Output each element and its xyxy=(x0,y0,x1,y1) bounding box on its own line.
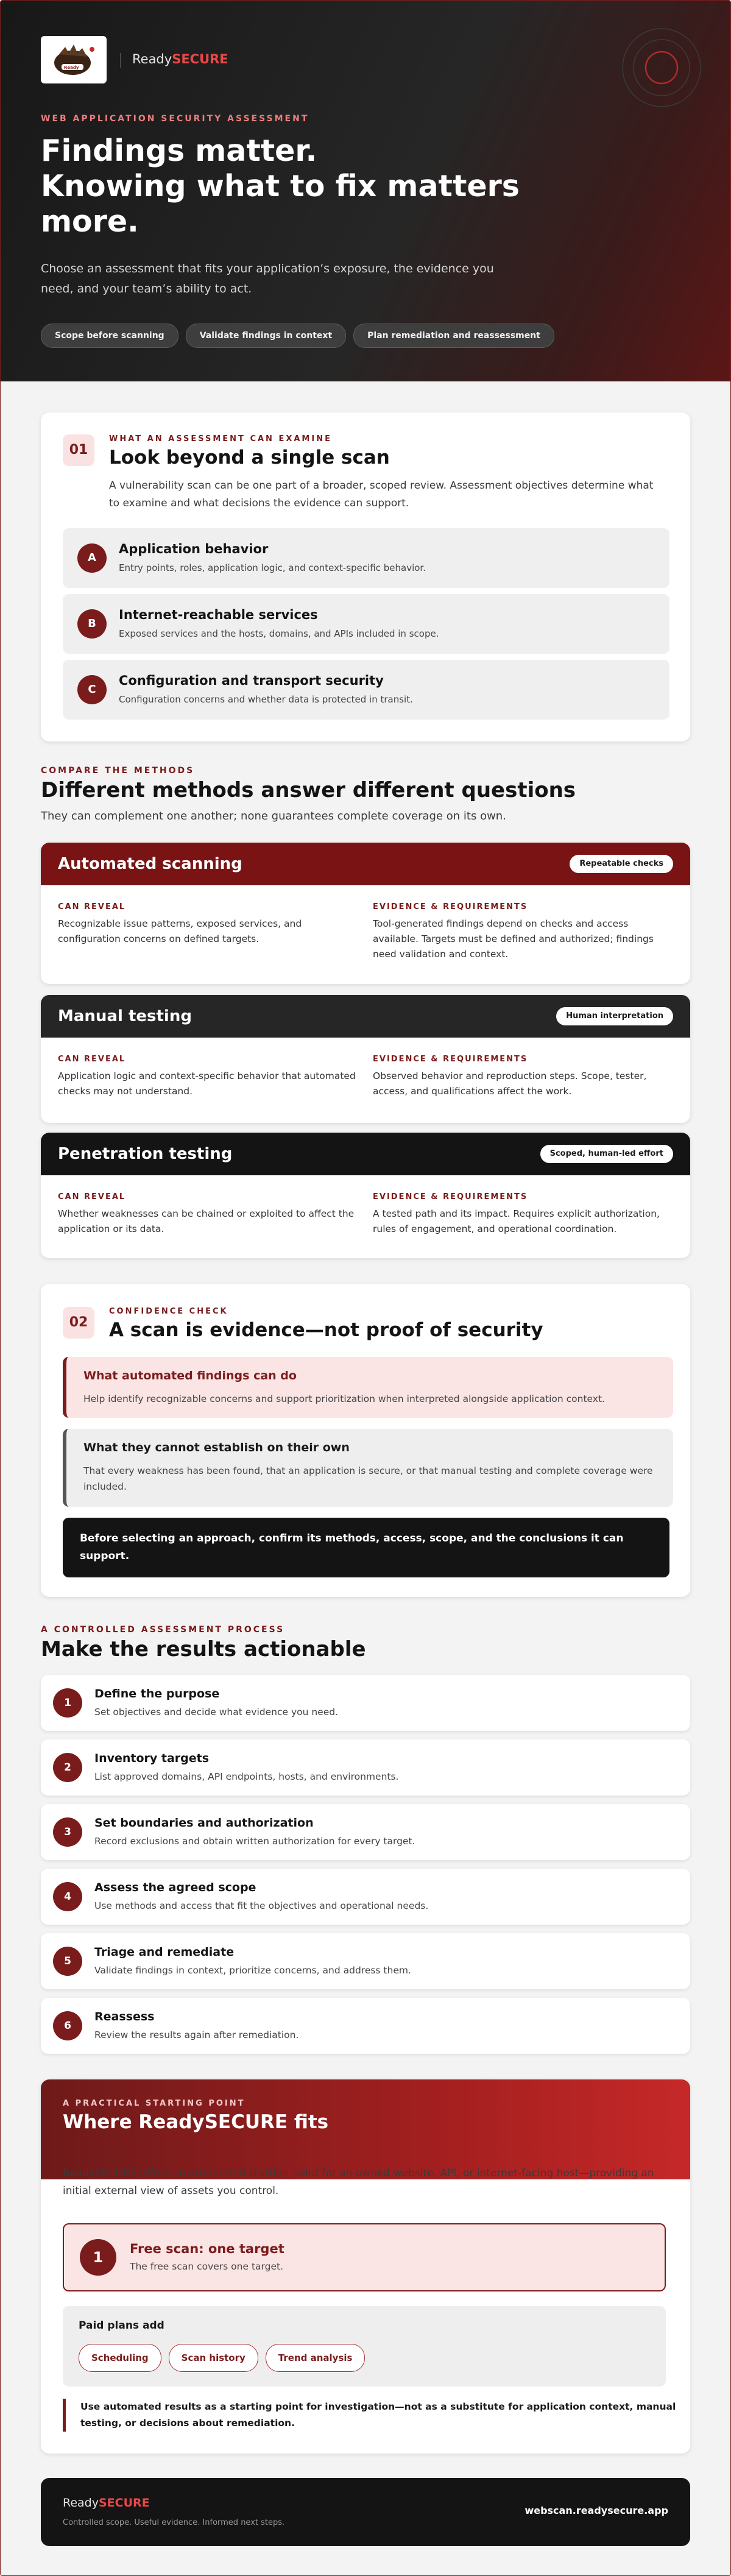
brand-prefix: Ready xyxy=(132,52,172,66)
cannot-text: That every weakness has been found, that an application is secure, or that manual testing and complete coverage were included. xyxy=(83,1465,653,1492)
footer-brand-prefix: Ready xyxy=(63,2496,99,2510)
step-number: 4 xyxy=(53,1882,82,1911)
evidence-text: A tested path and its impact. Requires explicit authorization, rules of engagement, and operational coordination. xyxy=(373,1208,660,1234)
hero-eyebrow: WEB APPLICATION SECURITY ASSESSMENT xyxy=(41,114,309,124)
item-desc: Exposed services and the hosts, domains, and APIs included in scope. xyxy=(119,628,439,639)
can-do-title: What automated findings can do xyxy=(83,1369,297,1382)
section-number: 02 xyxy=(63,1307,94,1339)
brand-accent: SECURE xyxy=(172,52,228,66)
confidence-card xyxy=(41,1284,690,1597)
item-desc: Entry points, roles, application logic, and context-specific behavior. xyxy=(119,562,426,573)
step-title: Assess the agreed scope xyxy=(94,1881,256,1894)
footer-tagline: Controlled scope. Useful evidence. Informed next steps. xyxy=(63,2518,285,2527)
pill: Validate findings in context xyxy=(186,324,346,348)
paid-plans-box xyxy=(63,2306,666,2387)
method-card xyxy=(41,843,690,984)
plan-tag: Scan history xyxy=(169,2344,258,2372)
free-scan-number: 1 xyxy=(80,2239,116,2276)
hero-title xyxy=(41,133,540,239)
examine-title: Look beyond a single scan xyxy=(109,447,390,469)
evidence-label: EVIDENCE & REQUIREMENTS xyxy=(373,1192,528,1201)
step-desc: Set objectives and decide what evidence you need. xyxy=(94,1707,339,1718)
confidence-title: A scan is evidence—not proof of security xyxy=(109,1319,543,1341)
list-item xyxy=(63,528,669,588)
can-label: CAN REVEAL xyxy=(58,902,126,911)
step-number: 3 xyxy=(53,1817,82,1847)
list-item xyxy=(63,594,669,654)
fits-note: Use automated results as a starting point for investigation—not as a substitute for application context, manual testing, or decisions about remediation. xyxy=(63,2399,677,2432)
compare-subtitle: They can complement one another; none guarantees complete coverage on its own. xyxy=(41,810,506,823)
pill: Plan remediation and reassessment xyxy=(353,324,554,348)
step xyxy=(41,1675,690,1731)
list-item xyxy=(63,660,669,720)
method-tag: Scoped, human-led effort xyxy=(540,1145,673,1163)
divider xyxy=(120,53,121,68)
step-number: 2 xyxy=(53,1753,82,1782)
step-title: Set boundaries and authorization xyxy=(94,1816,314,1830)
examine-eyebrow: WHAT AN ASSESSMENT CAN EXAMINE xyxy=(109,434,332,444)
can-reveal xyxy=(58,902,356,947)
method-header xyxy=(41,1133,690,1175)
step-number: 5 xyxy=(53,1947,82,1976)
method-tag: Human interpretation xyxy=(556,1007,673,1025)
method-card xyxy=(41,1133,690,1258)
hero-title-line2: Knowing what to fix matters more. xyxy=(41,169,520,239)
fits-card xyxy=(41,2079,690,2454)
item-desc: Configuration concerns and whether data is protected in transit. xyxy=(119,694,413,705)
examine-body: A vulnerability scan can be one part of a broader, scoped review. Assessment objectives determine what to examine and what decisions the evidence can support. xyxy=(109,479,654,509)
can-reveal xyxy=(58,1055,356,1099)
paid-plans-label: Paid plans add xyxy=(79,2319,164,2332)
item-letter: B xyxy=(77,609,107,639)
method-name: Manual testing xyxy=(58,1007,192,1025)
plan-tag: Trend analysis xyxy=(266,2344,366,2372)
hero xyxy=(1,1,730,381)
step xyxy=(41,1739,690,1796)
method-header xyxy=(41,995,690,1038)
method-card xyxy=(41,995,690,1123)
footer-brand-accent: SECURE xyxy=(99,2496,150,2510)
step-title: Define the purpose xyxy=(94,1687,220,1700)
step xyxy=(41,1998,690,2054)
paid-tags xyxy=(79,2344,372,2372)
free-scan-title: Free scan: one target xyxy=(130,2242,284,2256)
can-text: Whether weaknesses can be chained or exploited to affect the application or its data. xyxy=(58,1208,355,1234)
fits-eyebrow: A PRACTICAL STARTING POINT xyxy=(63,2099,245,2108)
hero-pills xyxy=(41,324,554,348)
compare-eyebrow: COMPARE THE METHODS xyxy=(41,766,195,776)
can-do-text: Help identify recognizable concerns and support prioritization when interpreted alongside application context. xyxy=(83,1393,605,1404)
evidence xyxy=(373,1055,671,1099)
item-title: Internet-reachable services xyxy=(119,607,318,622)
section-number: 01 xyxy=(63,434,94,466)
process-title: Make the results actionable xyxy=(41,1637,366,1661)
fits-title: Where ReadySECURE fits xyxy=(63,2111,329,2133)
footer-url-link[interactable]: webscan.readysecure.app xyxy=(524,2505,668,2516)
footer xyxy=(41,2478,690,2546)
can-reveal xyxy=(58,1192,356,1237)
step-title: Inventory targets xyxy=(94,1752,210,1765)
brand-name xyxy=(132,52,228,66)
can-text: Recognizable issue patterns, exposed services, and configuration concerns on defined targets. xyxy=(58,918,302,944)
method-header xyxy=(41,843,690,885)
examine-card xyxy=(41,412,690,741)
evidence-label: EVIDENCE & REQUIREMENTS xyxy=(373,902,528,911)
step xyxy=(41,1804,690,1860)
fits-body: ReadySECURE offers an automated starting point for an owned website, API, or internet-facing host—providing an initial external view of assets you control. xyxy=(63,2167,654,2197)
callout-text: Before selecting an approach, confirm its methods, access, scope, and the conclusions it can support. xyxy=(80,1532,624,1562)
hero-subtitle: Choose an assessment that fits your application’s exposure, the evidence you need, and your team’s ability to act. xyxy=(41,262,494,295)
cannot-box xyxy=(63,1429,673,1507)
step-title: Triage and remediate xyxy=(94,1945,235,1959)
item-letter: C xyxy=(77,675,107,704)
step-number: 1 xyxy=(53,1688,82,1718)
evidence xyxy=(373,902,671,962)
evidence xyxy=(373,1192,671,1237)
can-text: Application logic and context-specific behavior that automated checks may not understand. xyxy=(58,1070,356,1097)
can-label: CAN REVEAL xyxy=(58,1055,126,1064)
step-desc: Review the results again after remediation. xyxy=(94,2029,299,2040)
hero-title-line1: Findings matter. xyxy=(41,133,317,168)
free-scan-box xyxy=(63,2223,666,2291)
item-title: Configuration and transport security xyxy=(119,673,384,688)
evidence-label: EVIDENCE & REQUIREMENTS xyxy=(373,1055,528,1064)
target-rings-icon xyxy=(619,25,704,110)
plan-tag: Scheduling xyxy=(79,2344,161,2372)
process-eyebrow: A CONTROLLED ASSESSMENT PROCESS xyxy=(41,1625,285,1635)
step-number: 6 xyxy=(53,2011,82,2040)
compare-title: Different methods answer different questions xyxy=(41,778,576,802)
step-desc: Validate findings in context, prioritize concerns, and address them. xyxy=(94,1965,411,1976)
footer-brand xyxy=(63,2496,150,2510)
step-desc: List approved domains, API endpoints, hosts, and environments. xyxy=(94,1771,399,1782)
step xyxy=(41,1869,690,1925)
method-tag: Repeatable checks xyxy=(570,855,673,873)
step-desc: Record exclusions and obtain written authorization for every target. xyxy=(94,1836,415,1847)
logo-icon xyxy=(41,36,107,83)
method-name: Automated scanning xyxy=(58,855,242,873)
pill: Scope before scanning xyxy=(41,324,178,348)
step-desc: Use methods and access that fit the objectives and operational needs. xyxy=(94,1900,429,1911)
method-name: Penetration testing xyxy=(58,1145,233,1163)
can-do-box xyxy=(63,1357,673,1418)
evidence-text: Tool-generated findings depend on checks and access available. Targets must be defined and authorized; findings need validation and context. xyxy=(373,918,654,960)
step-title: Reassess xyxy=(94,2010,155,2023)
callout xyxy=(63,1518,669,1577)
free-scan-desc: The free scan covers one target. xyxy=(130,2261,284,2272)
item-letter: A xyxy=(77,543,107,573)
evidence-text: Observed behavior and reproduction steps. Scope, tester, access, and qualifications affect the work. xyxy=(373,1070,647,1097)
item-title: Application behavior xyxy=(119,542,269,556)
can-label: CAN REVEAL xyxy=(58,1192,126,1201)
confidence-eyebrow: CONFIDENCE CHECK xyxy=(109,1307,228,1316)
logo xyxy=(41,36,107,83)
logo-text: Ready xyxy=(64,65,79,70)
cannot-title: What they cannot establish on their own xyxy=(83,1441,350,1454)
step xyxy=(41,1933,690,1989)
